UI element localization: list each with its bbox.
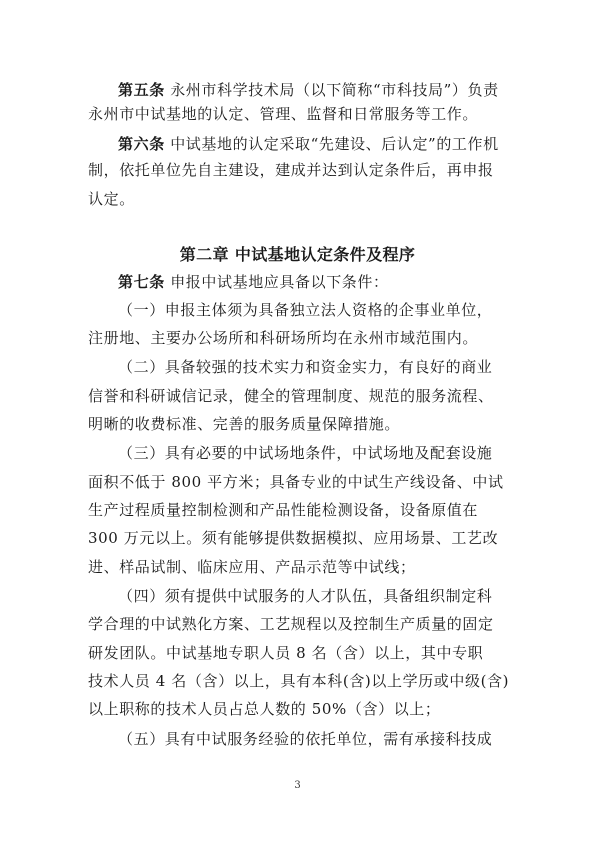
item-3-line-2: 面积不低于 800 平方米；具备专业的中试生产线设备、中试 xyxy=(88,473,504,491)
page-number: 3 xyxy=(294,780,301,791)
item-2-line-3: 明晰的收费标准、完善的服务质量保障措施。 xyxy=(88,415,401,433)
article-6-line-2: 制，依托单位先自主建设，建成并达到认定条件后，再申报 xyxy=(88,161,494,179)
article-7-line-1 xyxy=(118,272,595,292)
item-4-line-5: 以上职称的技术人员占总人数的 50%（含）以上； xyxy=(88,700,441,718)
article-5-label: 第五条 xyxy=(118,81,165,99)
item-5-line-1: （五）具有中试服务经验的依托单位，需有承接科技成 xyxy=(118,730,493,748)
article-6-line-3: 认定。 xyxy=(88,190,135,208)
item-3-line-3: 生产过程质量控制检测和产品性能检测设备，设备原值在 xyxy=(88,501,479,519)
article-6-line-1 xyxy=(118,134,595,154)
item-3-line-1: （三）具有必要的中试场地条件，中试场地及配套设施 xyxy=(118,444,493,462)
article-7-text-1: 申报中试基地应具备以下条件： xyxy=(170,273,389,291)
article-5-line-2: 永州市中试基地的认定、管理、监督和日常服务等工作。 xyxy=(88,105,479,123)
article-5-text-1: 永州市科学技术局（以下简称“市科技局”）负责 xyxy=(170,81,499,99)
article-7-label: 第七条 xyxy=(118,273,165,291)
item-4-line-2: 学合理的中试熟化方案、工艺规程以及控制生产质量的固定 xyxy=(88,615,494,633)
item-2-line-1: （二）具备较强的技术实力和资金实力，有良好的商业 xyxy=(118,358,493,376)
item-4-line-3: 研发团队。中试基地专职人员 8 名（含）以上，其中专职 xyxy=(88,644,484,662)
item-2-line-2: 信誉和科研诚信记录，健全的管理制度、规范的服务流程、 xyxy=(88,387,494,405)
item-3-line-4: 300 万元以上。须有能够提供数据模拟、应用场景、工艺改 xyxy=(88,529,499,547)
article-5-line-1 xyxy=(118,80,595,100)
item-4-line-4: 技术人员 4 名（含）以上，具有本科(含)以上学历或中级(含) xyxy=(88,672,510,690)
article-6-text-1: 中试基地的认定采取“先建设、后认定”的工作机 xyxy=(170,135,499,153)
item-4-line-1: （四）须有提供中试服务的人才队伍，具备组织制定科 xyxy=(118,587,493,605)
chapter-2-title: 第二章 中试基地认定条件及程序 xyxy=(179,245,416,264)
item-3-line-5: 进、样品试制、临床应用、产品示范等中试线； xyxy=(88,558,416,576)
item-1-line-2: 注册地、主要办公场所和科研场所均在永州市域范围内。 xyxy=(88,329,479,347)
article-6-label: 第六条 xyxy=(118,135,165,153)
item-1-line-1: （一）申报主体须为具备独立法人资格的企事业单位， xyxy=(118,301,493,319)
